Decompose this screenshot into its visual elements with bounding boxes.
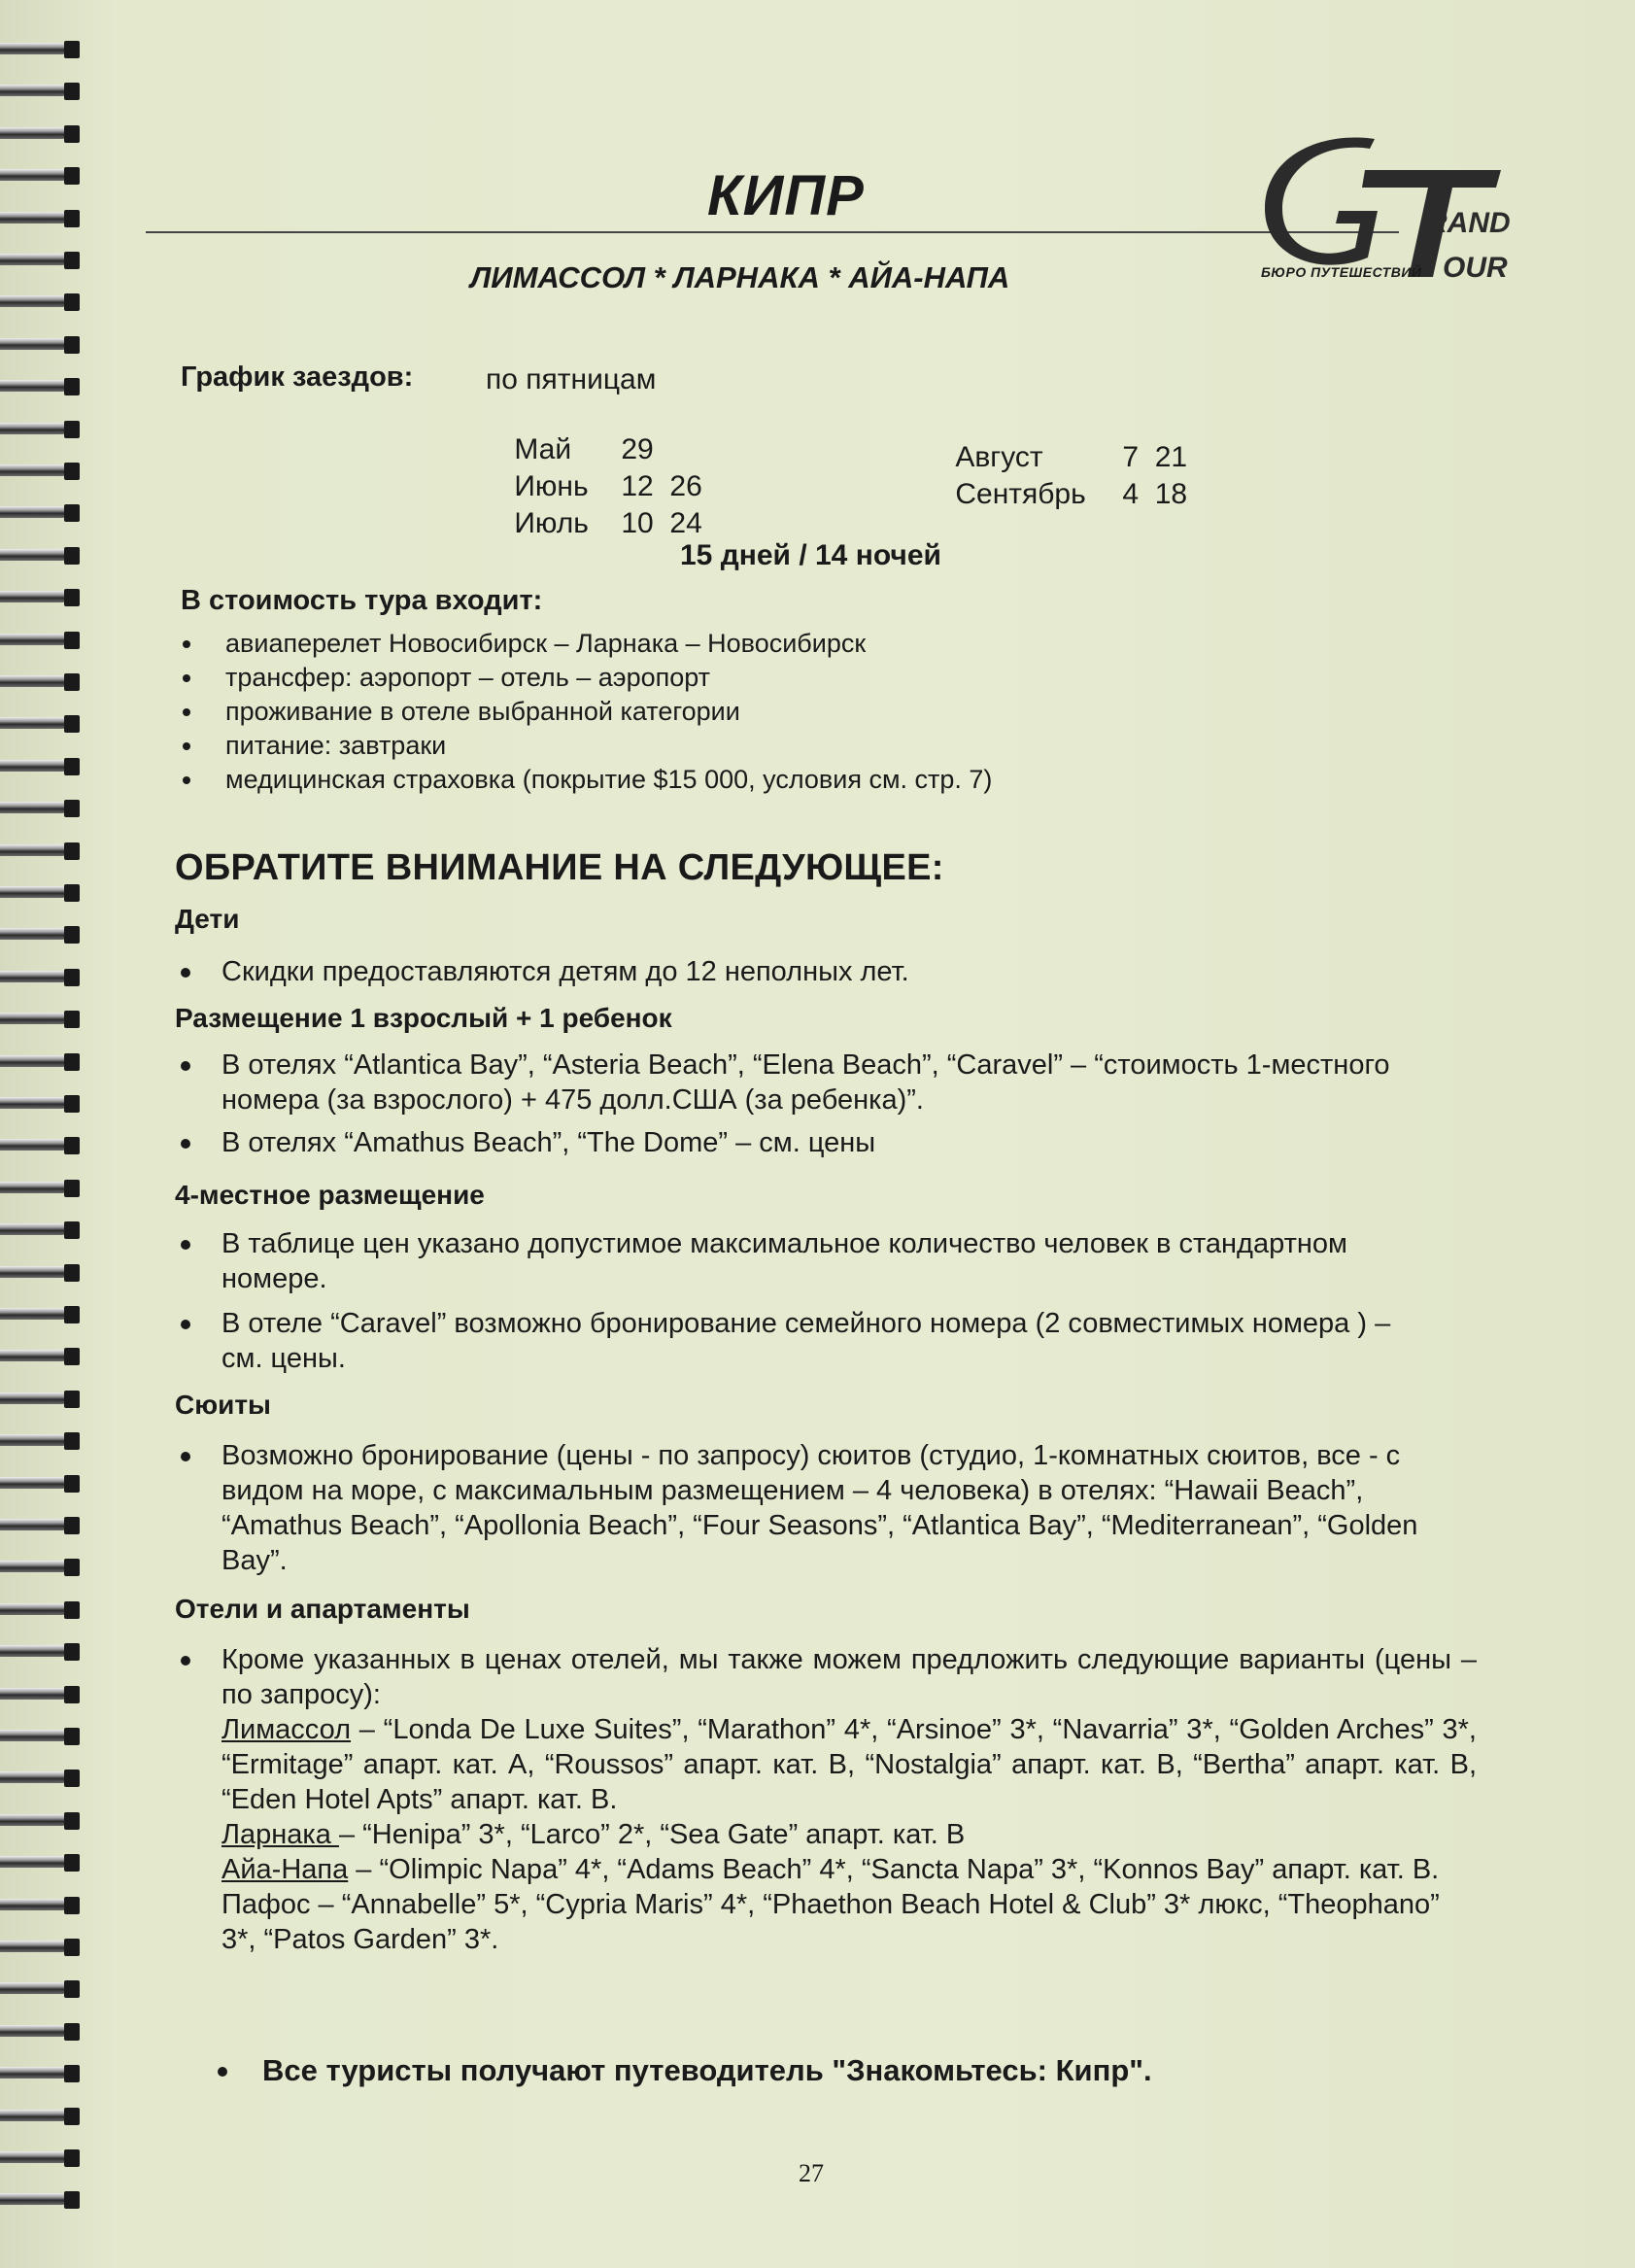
tour-duration: 15 дней / 14 ночей xyxy=(680,539,941,571)
binding-coil xyxy=(0,419,80,440)
binding-coil xyxy=(0,1937,80,1958)
schedule-month: Август xyxy=(955,441,1043,473)
binding-coil xyxy=(0,545,80,567)
binding-coil xyxy=(0,756,80,777)
binding-coil xyxy=(0,1304,80,1325)
schedule-month: Июль xyxy=(514,507,589,539)
schedule-label: График заездов: xyxy=(181,361,414,393)
binding-coil xyxy=(0,502,80,524)
binding-coil xyxy=(0,587,80,608)
hotels-larnaca xyxy=(221,1817,1477,1852)
binding-coil xyxy=(0,461,80,482)
binding-coil xyxy=(0,1641,80,1663)
included-heading: В стоимость тура входит: xyxy=(181,585,543,616)
children-list xyxy=(175,954,1477,989)
binding-coil xyxy=(0,1473,80,1495)
section-heading-four-bed: 4-местное размещение xyxy=(175,1180,485,1210)
binding-coil xyxy=(0,1726,80,1747)
binding-coil xyxy=(0,798,80,819)
schedule-days: 10 24 xyxy=(621,507,702,539)
binding-coil xyxy=(0,1895,80,1916)
hotels-list xyxy=(175,1642,1477,1957)
grand-tour-logo xyxy=(1253,131,1525,287)
binding-coil xyxy=(0,1178,80,1199)
svg-text:OUR: OUR xyxy=(1443,252,1508,284)
binding-coil xyxy=(0,1346,80,1367)
schedule-days: 29 xyxy=(621,433,654,465)
binding-coil xyxy=(0,2106,80,2127)
page-title: КИПР xyxy=(707,164,865,227)
binding-coil xyxy=(0,1515,80,1536)
list-item: В таблице цен указано допустимое максимальное количество человек в стандартном номере. xyxy=(175,1226,1438,1296)
section-heading-accommodation: Размещение 1 взрослый + 1 ребенок xyxy=(175,1003,672,1033)
binding-coil xyxy=(0,1557,80,1578)
section-heading-hotels: Отели и апартаменты xyxy=(175,1594,470,1624)
binding-coil xyxy=(0,1093,80,1115)
schedule-note: по пятницам xyxy=(486,363,657,395)
ayianapa-hotels: – “Olimpic Napa” 4*, “Adams Beach” 4*, “Sancta Napa” 3*, “Konnos Bay” апарт. кат. B. xyxy=(348,1854,1440,1885)
suites-list xyxy=(175,1438,1438,1578)
binding-coil xyxy=(0,1684,80,1705)
svg-text:RAND: RAND xyxy=(1426,207,1511,239)
binding-coil xyxy=(0,1135,80,1156)
binding-coil xyxy=(0,2063,80,2084)
list-item: Возможно бронирование (цены - по запросу) сюитов (студио, 1-комнатных сюитов, все - с видом на море, с максимальным размещением – 4 человека) в отелях: “Hawaii Beach”, “Amathus Beach”, “Apollonia Beach”, “Four Seasons”, “Atlantica Bay”, “Mediterranean”, “Golden Bay”. xyxy=(175,1438,1438,1578)
attention-heading: ОБРАТИТЕ ВНИМАНИЕ НА СЛЕДУЮЩЕЕ: xyxy=(175,847,944,888)
binding-coil xyxy=(0,1220,80,1241)
binding-coil xyxy=(0,967,80,988)
binding-coil xyxy=(0,1430,80,1452)
grand-tour-logo-mark xyxy=(1253,131,1525,287)
binding-coil xyxy=(0,39,80,60)
binding-coil xyxy=(0,841,80,862)
binding-coil xyxy=(0,376,80,397)
binding-coil xyxy=(0,1768,80,1789)
limassol-hotels: – “Londa De Luxe Suites”, “Marathon” 4*, “Arsinoe” 3*, “Navarria” 3*, “Golden Arches” 3*, “Ermitage” апарт. кат. A, “Roussos” апарт. кат. B, “Nostalgia” апарт. кат. B, “Bertha” апарт. кат. B, “Eden Hotel Apts” апарт. кат. B. xyxy=(221,1714,1477,1815)
city-limassol: Лимассол xyxy=(221,1714,352,1745)
final-note: Все туристы получают путеводитель "Знакомьтесь: Кипр". xyxy=(212,2053,1152,2088)
list-item: В отеле “Caravel” возможно бронирование семейного номера (2 совместимых номера ) – см. цены. xyxy=(175,1306,1438,1376)
binding-coil xyxy=(0,334,80,356)
list-item: В отелях “Amathus Beach”, “The Dome” – см. цены xyxy=(175,1125,1457,1160)
schedule-month: Июнь xyxy=(514,470,589,502)
binding-coil xyxy=(0,250,80,271)
binding-coil xyxy=(0,1810,80,1832)
list-item: медицинская страховка (покрытие $15 000, условия см. стр. 7) xyxy=(181,763,992,797)
list-item: В отелях “Atlantica Bay”, “Asteria Beach”, “Elena Beach”, “Caravel” – “стоимость 1-местного номера (за взрослого) + 475 долл.США (за ребенка)”. xyxy=(175,1048,1457,1117)
binding-coil xyxy=(0,208,80,229)
section-heading-children: Дети xyxy=(175,904,240,934)
schedule-row xyxy=(923,445,1187,544)
binding-coil xyxy=(0,671,80,693)
binding-coil xyxy=(0,1852,80,1873)
list-item: питание: завтраки xyxy=(181,729,992,763)
binding-coil xyxy=(0,292,80,313)
hotels-ayianapa xyxy=(221,1852,1477,1887)
page-number: 27 xyxy=(799,2159,824,2187)
binding-coil xyxy=(0,1389,80,1410)
binding-coil xyxy=(0,1009,80,1030)
list-item: трансфер: аэропорт – отель – аэропорт xyxy=(181,661,992,695)
binding-coil xyxy=(0,2189,80,2211)
binding-coil xyxy=(0,81,80,102)
list-item: проживание в отеле выбранной категории xyxy=(181,695,992,729)
schedule-days: 12 26 xyxy=(621,470,702,502)
hotels-intro: Кроме указанных в ценах отелей, мы также можем предложить следующие варианты (цены – по запросу): xyxy=(221,1644,1477,1710)
list-item: авиаперелет Новосибирск – Ларнака – Новосибирск xyxy=(181,627,992,661)
binding-coil xyxy=(0,1051,80,1073)
binding-coil xyxy=(0,2148,80,2169)
binding-coil xyxy=(0,924,80,945)
larnaca-hotels: – “Henipa” 3*, “Larco” 2*, “Sea Gate” апарт. кат. B xyxy=(338,1819,966,1850)
included-list xyxy=(181,627,992,797)
spiral-binding xyxy=(0,39,92,2235)
schedule-days: 7 21 xyxy=(1122,441,1188,473)
binding-coil xyxy=(0,165,80,187)
city-ayianapa: Айа-Напа xyxy=(221,1854,349,1885)
section-heading-suites: Сюиты xyxy=(175,1390,271,1420)
binding-coil xyxy=(0,630,80,651)
hotels-limassol xyxy=(221,1712,1477,1817)
binding-coil xyxy=(0,1599,80,1621)
binding-coil xyxy=(0,123,80,145)
logo-caption: БЮРО ПУТЕШЕСТВИЙ xyxy=(1261,264,1422,280)
schedule-days: 4 18 xyxy=(1122,478,1188,510)
binding-coil xyxy=(0,713,80,735)
accommodation-list xyxy=(175,1048,1457,1160)
city-larnaca: Ларнака xyxy=(221,1819,339,1850)
schedule-month: Сентябрь xyxy=(955,478,1086,510)
binding-coil xyxy=(0,1262,80,1284)
schedule-row xyxy=(482,474,702,573)
binding-coil xyxy=(0,1978,80,2000)
title-rule xyxy=(146,231,1399,233)
binding-coil xyxy=(0,882,80,904)
list-item: Скидки предоставляются детям до 12 неполных лет. xyxy=(175,954,1477,989)
four-bed-list xyxy=(175,1226,1438,1376)
page-subtitle: ЛИМАССОЛ * ЛАРНАКА * АЙА-НАПА xyxy=(470,260,1010,294)
schedule-month: Май xyxy=(514,433,572,465)
list-item xyxy=(175,1642,1477,1957)
hotels-paphos: Пафос – “Annabelle” 5*, “Cypria Maris” 4*, “Phaethon Beach Hotel & Club” 3* люкс, “Theophano” 3*, “Patos Garden” 3*. xyxy=(221,1889,1440,1955)
binding-coil xyxy=(0,2021,80,2043)
